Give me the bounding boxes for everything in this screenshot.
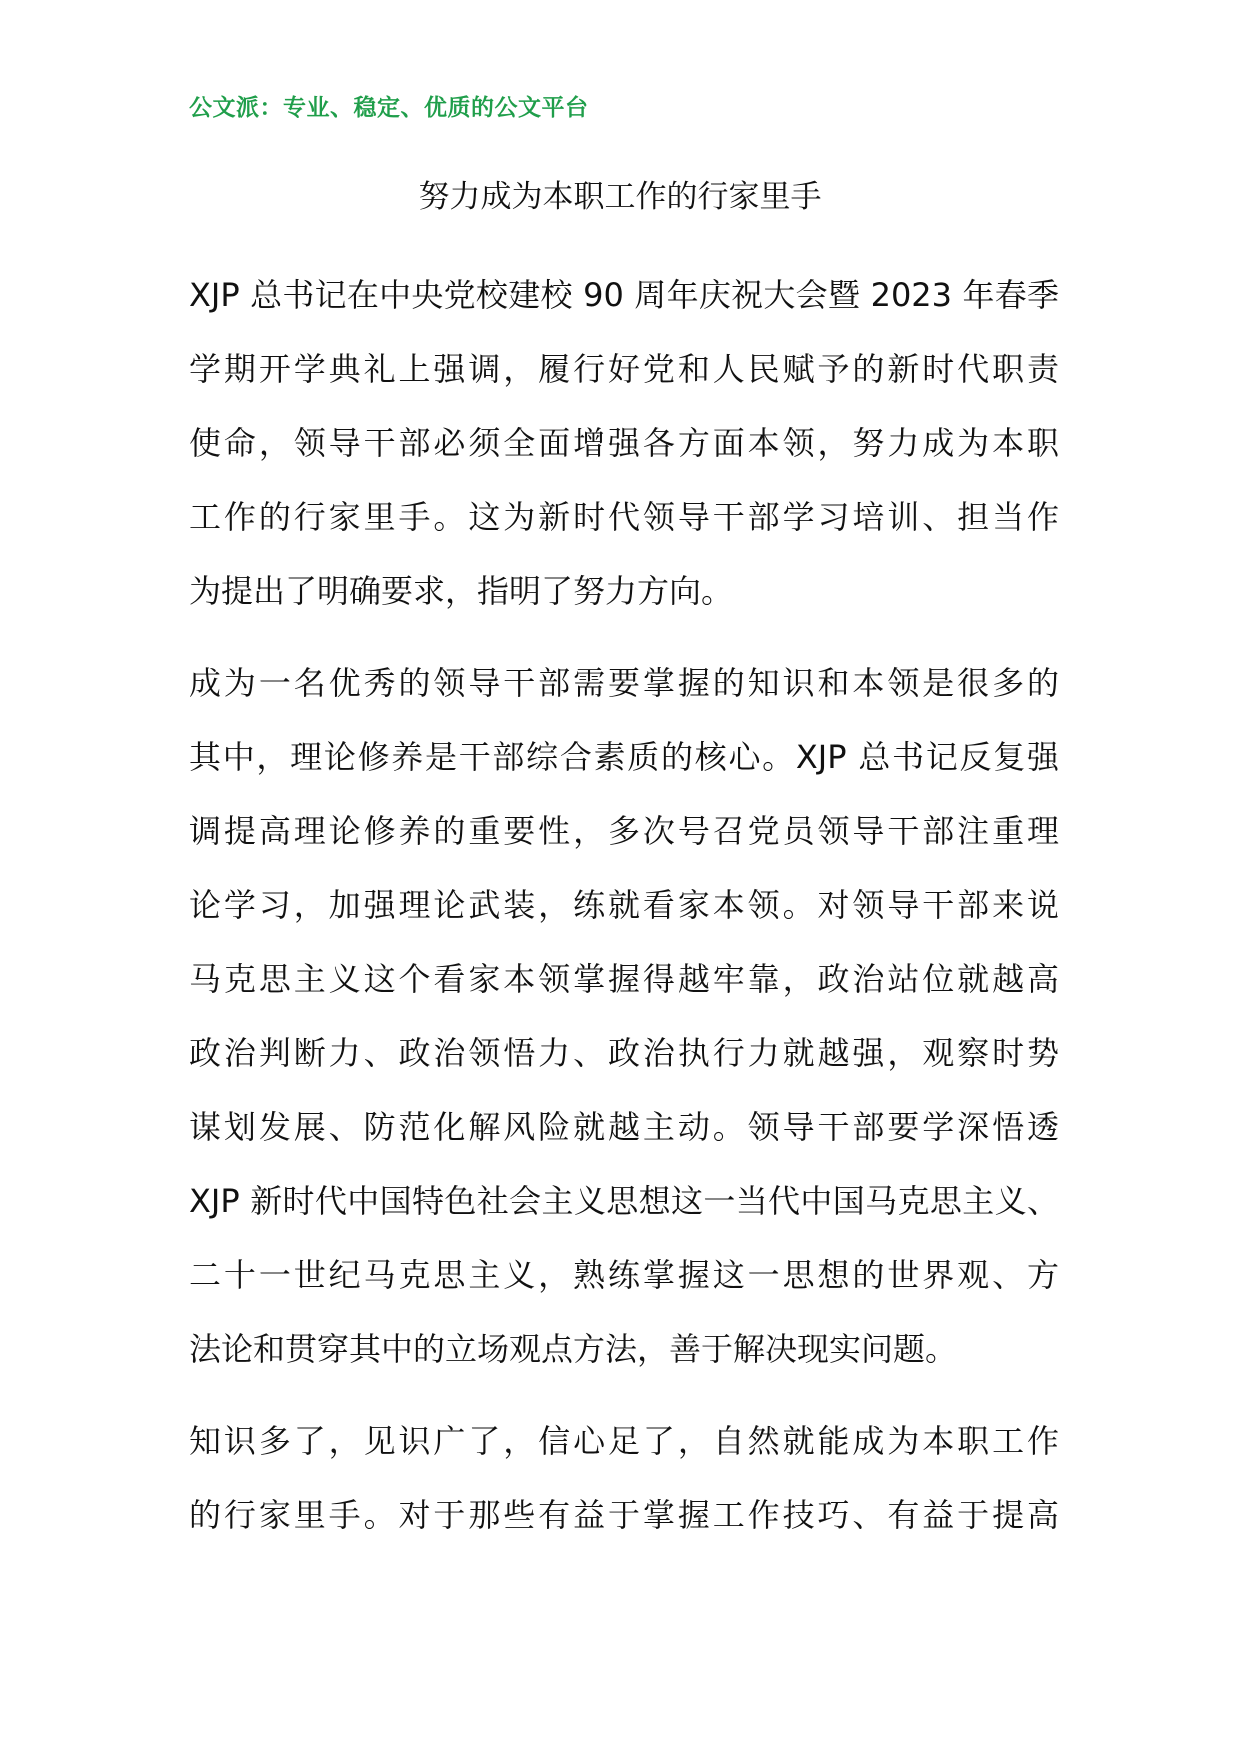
text-line: 其中，理论修养是干部综合素质的核心。XJP 总书记反复强 [189, 738, 1059, 776]
text-line: 工作的行家里手。这为新时代领导干部学习培训、担当作 [189, 498, 1059, 536]
text-line: 成为一名优秀的领导干部需要掌握的知识和本领是很多的 [189, 664, 1059, 702]
text-line: 论学习，加强理论武装，练就看家本领。对领导干部来说 [189, 886, 1059, 924]
text-line: 谋划发展、防范化解风险就越主动。领导干部要学深悟透 [189, 1108, 1059, 1146]
text-line: 二十一世纪马克思主义，熟练掌握这一思想的世界观、方 [189, 1256, 1059, 1294]
header-brand: 公文派：专业、稳定、优质的公文平台 [189, 95, 589, 121]
document-body [189, 258, 1059, 1570]
text-line: 的行家里手。对于那些有益于掌握工作技巧、有益于提高 [189, 1496, 1059, 1534]
paragraph-1 [189, 258, 1059, 628]
text-line: XJP 新时代中国特色社会主义思想这一当代中国马克思主义、 [189, 1182, 1059, 1220]
paragraph-3 [189, 1404, 1059, 1552]
text-line: 调提高理论修养的重要性，多次号召党员领导干部注重理 [189, 812, 1059, 850]
paragraph-2 [189, 646, 1059, 1386]
text-line: 使命，领导干部必须全面增强各方面本领，努力成为本职 [189, 424, 1059, 462]
text-line: 马克思主义这个看家本领掌握得越牢靠，政治站位就越高 [189, 960, 1059, 998]
text-line: 政治判断力、政治领悟力、政治执行力就越强，观察时势 [189, 1034, 1059, 1072]
text-line: 学期开学典礼上强调，履行好党和人民赋予的新时代职责 [189, 350, 1059, 388]
text-line: 知识多了，见识广了，信心足了，自然就能成为本职工作 [189, 1422, 1059, 1460]
text-line: XJP 总书记在中央党校建校 90 周年庆祝大会暨 2023 年春季 [189, 276, 1059, 314]
text-line: 为提出了明确要求，指明了努力方向。 [189, 572, 734, 610]
document-title: 努力成为本职工作的行家里手 [418, 179, 822, 215]
text-line: 法论和贯穿其中的立场观点方法，善于解决现实问题。 [189, 1330, 958, 1368]
